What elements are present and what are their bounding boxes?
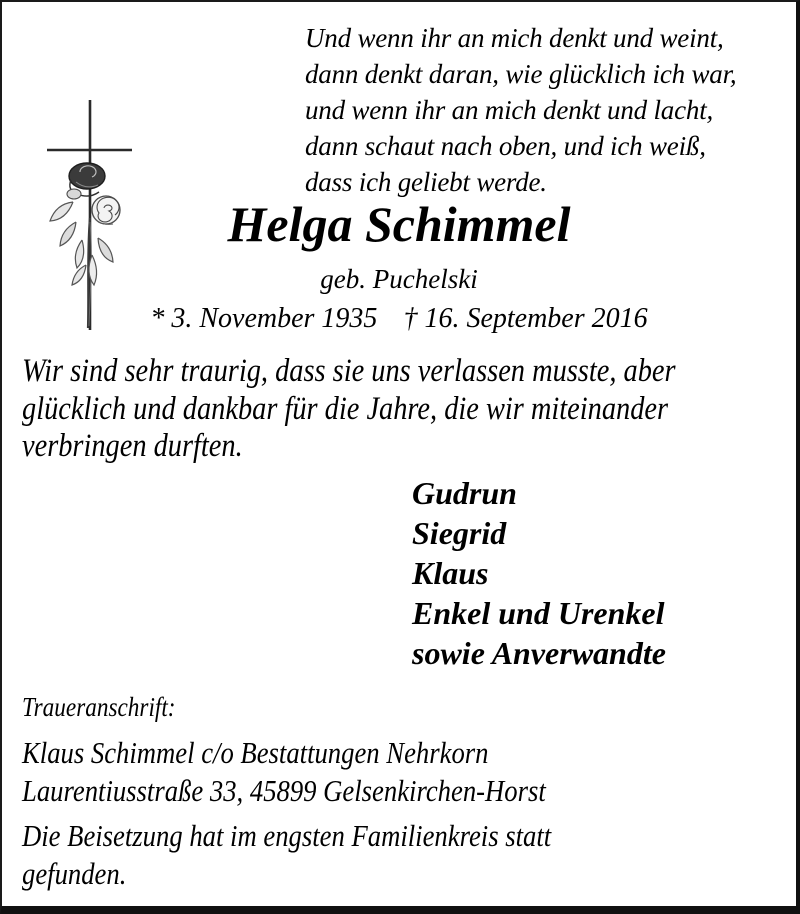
mourner-name: Siegrid (412, 515, 507, 551)
mourner-name: sowie Anverwandte (412, 635, 666, 671)
mourning-address-label: Traueranschrift: (22, 692, 176, 722)
funeral-note-line: Die Beisetzung hat im engsten Familienkreis statt (22, 818, 552, 853)
address-line: Klaus Schimmel c/o Bestattungen Nehrkorn (22, 735, 489, 770)
message-line: glücklich und dankbar für die Jahre, die wir miteinander (22, 390, 669, 427)
poem-line: und wenn ihr an mich denkt und lacht, (305, 95, 714, 125)
condolence-message (22, 353, 676, 466)
message-line: verbringen durften. (22, 428, 243, 464)
message-line: Wir sind sehr traurig, dass sie uns verlassen musste, aber (22, 353, 676, 389)
death-date: † 16. September 2016 (403, 303, 648, 334)
poem-line: dann denkt daran, wie glücklich ich war, (305, 59, 737, 89)
maiden-name: geb. Puchelski (320, 264, 478, 294)
deceased-name: Helga Schimmel (227, 196, 571, 252)
poem-line: dass ich geliebt werde. (305, 167, 547, 197)
memorial-poem (305, 20, 736, 200)
mourners-list (412, 473, 666, 673)
funeral-note-line: gefunden. (22, 856, 127, 891)
poem-line: Und wenn ihr an mich denkt und weint, (305, 23, 724, 53)
life-dates (2, 302, 796, 336)
mourning-address (22, 734, 546, 810)
funeral-note (22, 817, 551, 893)
mourner-name: Klaus (412, 555, 489, 591)
birth-date: * 3. November 1935 (150, 303, 378, 334)
poem-line: dann schaut nach oben, und ich weiß, (305, 131, 706, 161)
mourner-name: Gudrun (412, 475, 517, 511)
mourner-name: Enkel und Urenkel (412, 595, 665, 631)
address-line: Laurentiusstraße 33, 45899 Gelsenkirchen-Horst (22, 773, 546, 808)
